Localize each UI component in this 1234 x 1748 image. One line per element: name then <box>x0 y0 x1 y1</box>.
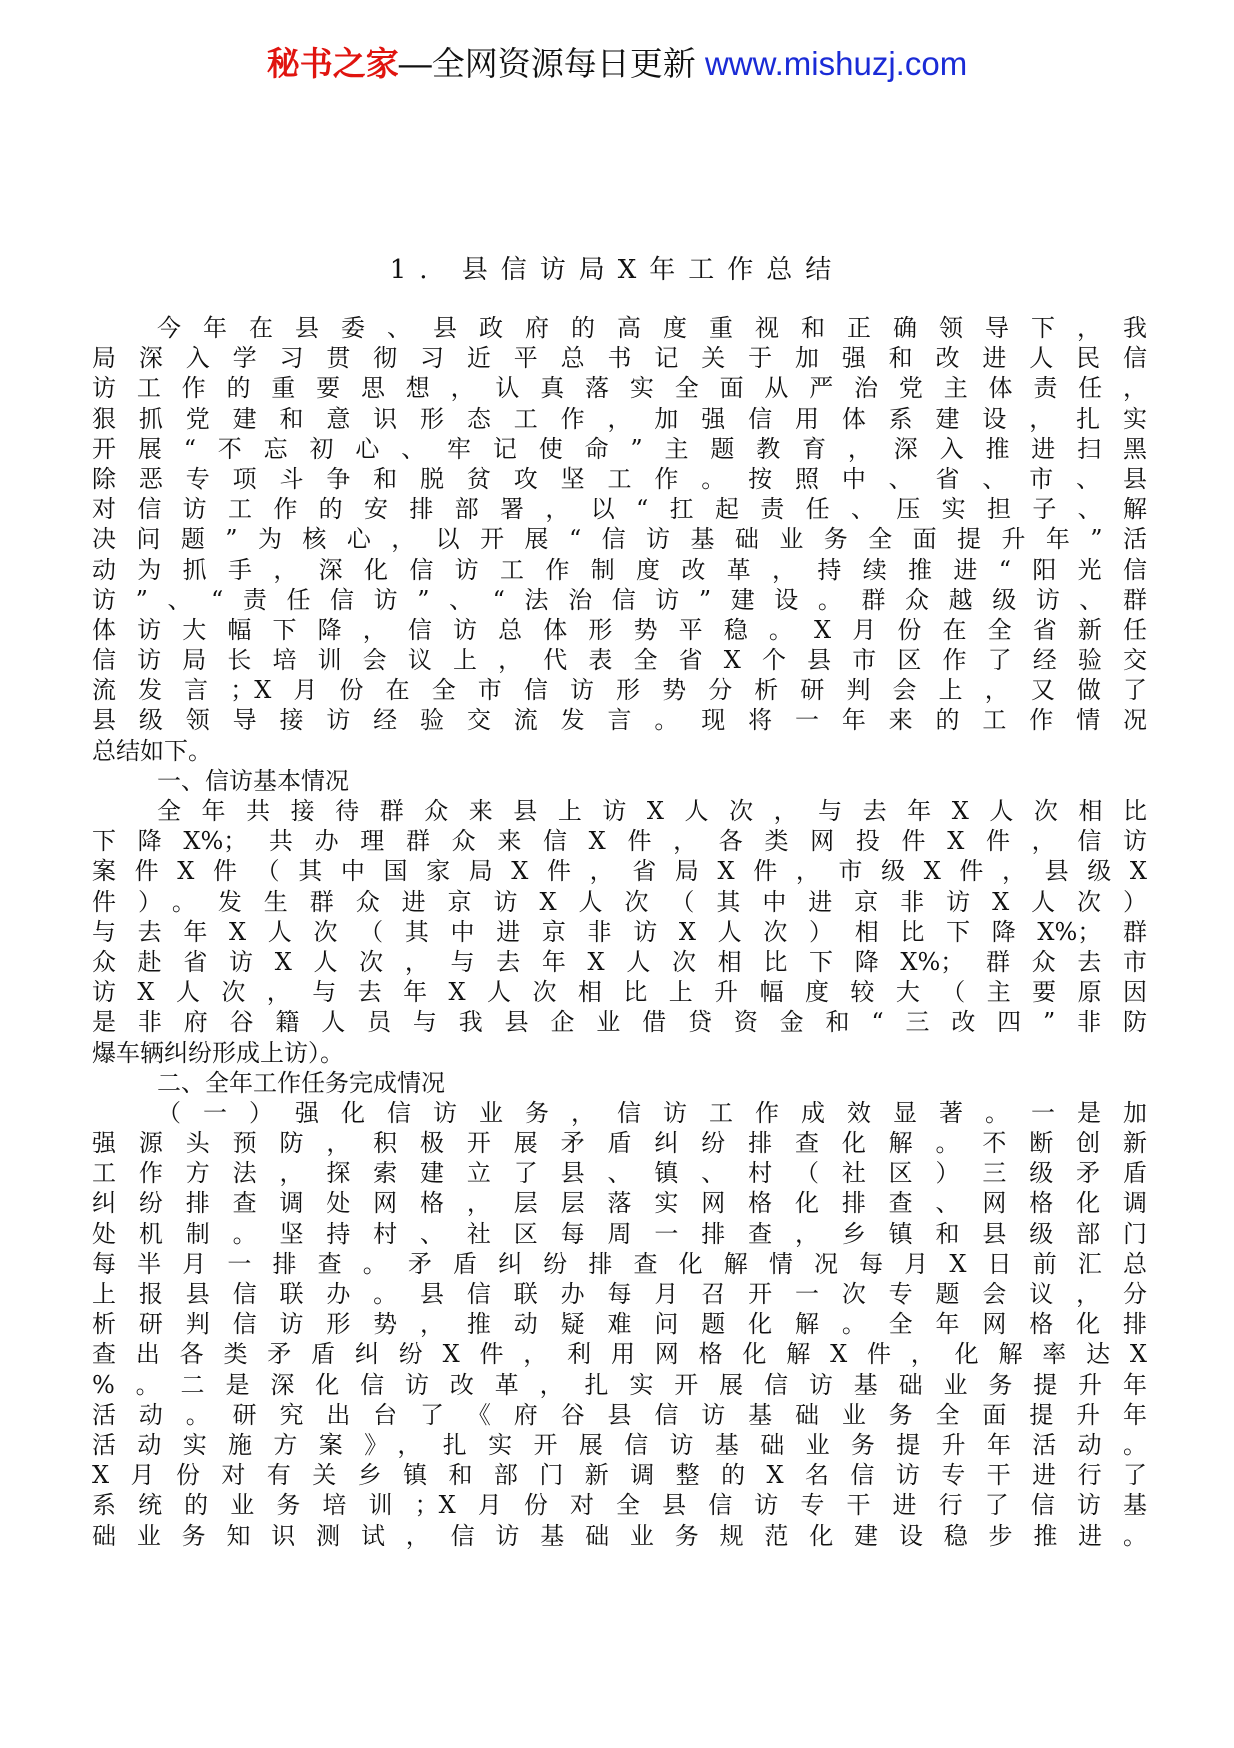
body-line: 案件X件（其中国家局X件，省局X件，市级X件，县级X <box>92 857 1147 886</box>
body-line: 访”、“责任信访”、“法治信访”建设。群众越级访、群 <box>92 585 1147 614</box>
body-line: 础业务知识测试，信访基础业务规范化建设稳步推进。 <box>92 1521 1147 1550</box>
body-line: X月份对有关乡镇和部门新调整的X名信访专干进行了 <box>92 1461 1147 1490</box>
document-body <box>92 313 1147 1551</box>
body-line: 总结如下。 <box>92 736 212 765</box>
body-line: 件）。发生群众进京访X人次（其中进京非访X人次） <box>92 887 1147 916</box>
body-line: 开展“不忘初心、牢记使命”主题教育，深入推进扫黑 <box>92 434 1147 463</box>
body-line: 流发言；X月份在全市信访形势分析研判会上，又做了 <box>92 676 1147 705</box>
body-line: 对信访工作的安排部署，以“扛起责任、压实担子、解 <box>92 495 1147 524</box>
body-line: 县级领导接访经验交流发言。现将一年来的工作情况 <box>92 706 1147 735</box>
body-line: %。二是深化信访改革，扎实开展信访基础业务提升年 <box>92 1370 1147 1399</box>
document-title: 1. 县信访局X年工作总结 <box>389 255 845 285</box>
body-line: 强源头预防，积极开展矛盾纠纷排查化解。不断创新 <box>92 1129 1147 1158</box>
body-line: 访工作的重要思想，认真落实全面从严治党主体责任， <box>92 374 1147 403</box>
body-line: 爆车辆纠纷形成上访）。 <box>92 1038 344 1067</box>
section-heading: 二、全年工作任务完成情况 <box>157 1068 445 1097</box>
body-line: 动为抓手，深化信访工作制度改革，持续推进“阳光信 <box>92 555 1147 584</box>
body-line: 纠纷排查调处网格，层层落实网格化排查、网格化调 <box>92 1189 1147 1218</box>
body-line: 访X人次，与去年X人次相比上升幅度较大（主要原因 <box>92 978 1147 1007</box>
body-line: 活动实施方案》，扎实开展信访基础业务提升年活动。 <box>92 1430 1147 1459</box>
brand-name: 秘书之家 <box>266 45 399 82</box>
body-line: 信访局长培训会议上，代表全省X个县市区作了经验交 <box>92 646 1147 675</box>
body-line: 析研判信访形势，推动疑难问题化解。全年网格化排 <box>92 1310 1147 1339</box>
body-line: 今年在县委、县政府的高度重视和正确领导下，我 <box>157 314 1147 342</box>
body-line: （一）强化信访业务，信访工作成效显著。一是加 <box>157 1098 1147 1127</box>
body-line: 查出各类矛盾纠纷X件，利用网格化解X件，化解率达X <box>92 1340 1147 1369</box>
site-url-link[interactable]: www.mishuzj.com <box>704 45 968 82</box>
body-line: 上报县信联办。县信联办每月召开一次专题会议，分 <box>92 1280 1147 1308</box>
body-line: 系统的业务培训；X月份对全县信访专干进行了信访基 <box>92 1491 1147 1520</box>
body-line: 局深入学习贯彻习近平总书记关于加强和改进人民信 <box>92 344 1147 373</box>
body-line: 是非府谷籍人员与我县企业借贷资金和“三改四”非防 <box>92 1008 1147 1037</box>
body-line: 工作方法，探索建立了县、镇、村（社区）三级矛盾 <box>92 1159 1147 1188</box>
body-line: 除恶专项斗争和脱贫攻坚工作。按照中、省、市、县 <box>92 464 1147 493</box>
body-line: 体访大幅下降，信访总体形势平稳。X月份在全省新任 <box>92 615 1147 644</box>
body-line: 决问题”为核心，以开展“信访基础业务全面提升年”活 <box>92 525 1147 554</box>
section-heading: 一、信访基本情况 <box>157 766 349 795</box>
body-line: 活动。研究出台了《府谷县信访基础业务全面提升年 <box>92 1400 1147 1429</box>
body-line: 与去年X人次（其中进京非访X人次）相比下降X%；群 <box>92 917 1147 946</box>
body-line: 狠抓党建和意识形态工作，加强信用体系建设，扎实 <box>92 404 1147 433</box>
body-line: 全年共接待群众来县上访X人次，与去年X人次相比 <box>157 797 1147 825</box>
site-header <box>0 42 1234 86</box>
header-tagline: —全网资源每日更新 <box>398 45 705 82</box>
body-line: 下降X%；共办理群众来信X件，各类网投件X件，信访 <box>92 827 1147 856</box>
body-line: 众赴省访X人次，与去年X人次相比下降X%；群众去市 <box>92 947 1147 976</box>
body-line: 处机制。坚持村、社区每周一排查，乡镇和县级部门 <box>92 1219 1147 1248</box>
body-line: 每半月一排查。矛盾纠纷排查化解情况每月X日前汇总 <box>92 1249 1147 1278</box>
